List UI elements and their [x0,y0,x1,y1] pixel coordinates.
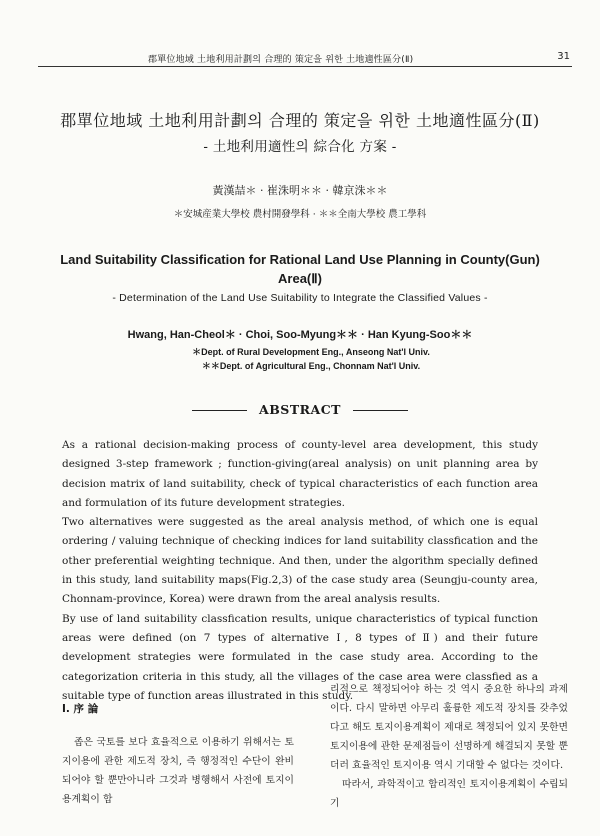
abstract-body [62,436,538,706]
body-paragraph-right-2: 따라서, 과학적이고 합리적인 토지이용계획이 수립되기 [330,779,568,809]
heading-rule-left [192,410,247,411]
abstract-heading [0,402,600,417]
english-subtitle: - Determination of the Land Use Suitability to Integrate the Classified Values - [112,292,488,304]
abstract-heading-text: ABSTRACT [259,402,341,417]
korean-subtitle: - 土地利用適性의 綜合化 方案 - [203,139,397,155]
korean-title: 郡單位地域 土地利用計劃의 合理的 策定을 위한 土地適性區分(Ⅱ) [60,111,540,130]
body-paragraph-right-1: 리적으로 책정되어야 하는 것 역시 중요한 하나의 과제이다. 다시 말하면 아무리 훌륭한 제도적 장치를 갖추었다고 해도 토지이용계획이 제대로 책정되어 있지 못한면 토지이용에 관한 문제점들이 선명하게 해결되지 못할 뿐더러 효율적인 토지이용 역시 기대할 수 없다는 것이다. [330,684,568,771]
english-affiliation-1: ＊Dept. of Rural Development Eng., Anseong Nat'l Univ. [192,347,430,357]
abstract-paragraph-1: As a rational decision-making process of county-level area development, this study designed 3-step framework ; function-giving(areal analysis) on unit planning area by decision matrix of land suitability, check of typical characteristics of each function area and formulation of its future development strategies. [62,439,538,509]
english-title: Land Suitability Classification for Rational Land Use Planning in County(Gun) Area(Ⅱ) [60,252,540,286]
running-head-title: 郡單位地域 土地利用計劃의 合理的 策定을 위한 土地適性區分(Ⅱ) [148,55,414,65]
body-right-column [330,680,568,813]
body-left-column [62,680,294,809]
korean-affiliation: ＊安城産業大學校 農村開發學科 · ＊＊全南大學校 農工學科 [173,209,427,220]
abstract-paragraph-2: Two alternatives were suggested as the areal analysis method, of which one is equal ordering / valuing technique of checking indices for land suitability classfication and the other preferential weighting technique. And then, under the algorithm specially defined in this study, land suitability maps(Fig.2,3) of the case study area (Seungju-county area, Chonnam-province, Korea) were drawn from the areal analysis results. [62,516,538,606]
section-heading-introduction: Ⅰ. 序 論 [62,703,99,715]
korean-authors: 黃漢喆＊ · 崔洙明＊＊ · 韓京洙＊＊ [212,184,388,197]
running-head [38,50,572,67]
body-paragraph-left: 좁은 국토를 보다 효율적으로 이용하기 위해서는 토지이용에 관한 제도적 장치, 즉 행정적인 수단이 완비되어야 할 뿐만아니라 그것과 병행해서 사전에 토지이용계획이 합 [62,737,294,805]
heading-rule-right [353,410,408,411]
abstract-paragraph-3: By use of land suitability classfication results, unique characteristics of typical function areas were defined (on 7 types of alternative Ⅰ, 8 types of Ⅱ) and their future development strategies were formulated in the case study area. According to the categorization criteria in this study, all the villages of the case area were classfied as a suitable type of function areas illustrated in this study. [62,612,538,702]
page-number: 31 [557,51,570,62]
english-authors: Hwang, Han-Cheol＊ · Choi, Soo-Myung＊＊ · Han Kyung-Soo＊＊ [127,329,473,341]
english-affiliation-2: ＊＊Dept. of Agricultural Eng., Chonnam Nat'l Univ. [201,361,421,371]
